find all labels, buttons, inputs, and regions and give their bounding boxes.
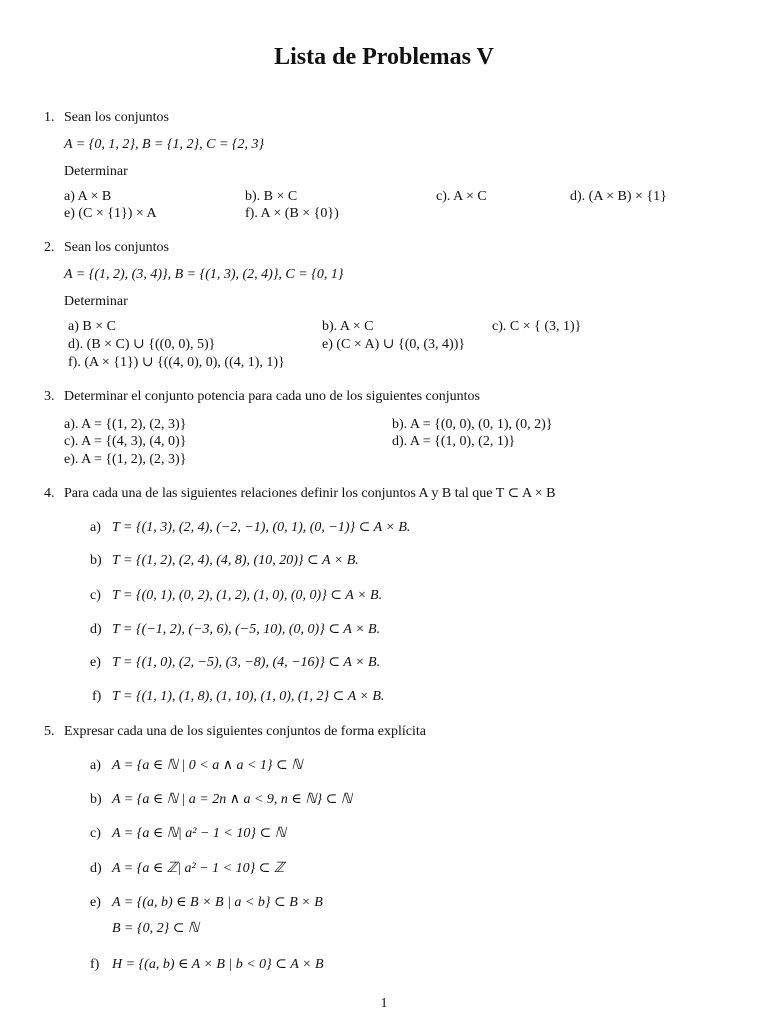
problem-5-item-f: H = {(a, b) ∈ A × B | b < 0} ⊂ A × B: [112, 957, 324, 972]
problem-4-intro: Para cada una de las siguientes relaciones definir los conjuntos A y B tal que T ⊂ A × B: [64, 486, 556, 501]
problem-5-item-a-label: a): [90, 758, 101, 773]
problem-5-item-d-label: d): [90, 861, 102, 876]
problem-5-item-c: A = {a ∈ ℕ| a² − 1 < 10} ⊂ ℕ: [112, 826, 286, 841]
problem-1-item-f: f). A × (B × {0}): [245, 206, 339, 221]
problem-4-number: 4.: [44, 486, 55, 501]
problem-4-item-d: T = {(−1, 2), (−3, 6), (−5, 10), (0, 0)} ⊂ A × B.: [112, 622, 381, 637]
problem-1-intro: Sean los conjuntos: [64, 110, 169, 125]
problem-1-determine: Determinar: [64, 164, 128, 179]
problem-4-item-e-label: e): [90, 655, 101, 670]
problem-5-item-e-extra: B = {0, 2} ⊂ ℕ: [112, 921, 200, 936]
problem-2-item-e: e) (C × A) ∪ {(0, (3, 4))}: [322, 337, 466, 352]
problem-1-item-d: d). (A × B) × {1}: [570, 189, 667, 204]
page-number: 1: [380, 996, 388, 1011]
problem-5-item-b: A = {a ∈ ℕ | a = 2n ∧ a < 9, n ∈ ℕ} ⊂ ℕ: [112, 792, 353, 807]
problem-5-item-f-label: f): [90, 957, 100, 972]
problem-5-number: 5.: [44, 724, 55, 739]
problem-3-item-e: e). A = {(1, 2), (2, 3)}: [64, 452, 187, 467]
problem-2-item-f: f). (A × {1}) ∪ {((4, 0), 0), ((4, 1), 1)}: [68, 355, 285, 370]
problem-4-item-e: T = {(1, 0), (2, −5), (3, −8), (4, −16)} ⊂ A × B.: [112, 655, 381, 670]
problem-1-item-c: c). A × C: [436, 189, 487, 204]
problem-2-sets: A = {(1, 2), (3, 4)}, B = {(1, 3), (2, 4)}, C = {0, 1}: [64, 267, 344, 282]
problem-4-item-c-label: c): [90, 588, 101, 603]
problem-2-intro: Sean los conjuntos: [64, 240, 169, 255]
problem-3-item-a: a). A = {(1, 2), (2, 3)}: [64, 417, 187, 432]
problem-3-intro: Determinar el conjunto potencia para cada uno de los siguientes conjuntos: [64, 389, 480, 404]
problem-5-item-c-label: c): [90, 826, 101, 841]
problem-1-item-e: e) (C × {1}) × A: [64, 206, 157, 221]
problem-2-item-b: b). A × C: [322, 319, 374, 334]
problem-1-item-b: b). B × C: [245, 189, 298, 204]
problem-3-item-d: d). A = {(1, 0), (2, 1)}: [392, 434, 516, 449]
problem-5-item-b-label: b): [90, 792, 102, 807]
problem-5-item-e: A = {(a, b) ∈ B × B | a < b} ⊂ B × B: [112, 895, 323, 910]
problem-5-item-a: A = {a ∈ ℕ | 0 < a ∧ a < 1} ⊂ ℕ: [112, 758, 303, 773]
problem-4-item-f: T = {(1, 1), (1, 8), (1, 10), (1, 0), (1, 2} ⊂ A × B.: [112, 689, 385, 704]
problem-4-item-f-label: f): [92, 689, 102, 704]
problem-5-item-d: A = {a ∈ ℤ| a² − 1 < 10} ⊂ ℤ: [112, 861, 285, 876]
problem-2-item-d: d). (B × C) ∪ {((0, 0), 5)}: [68, 337, 216, 352]
problem-1-sets: A = {0, 1, 2}, B = {1, 2}, C = {2, 3}: [64, 137, 265, 152]
problem-4-item-d-label: d): [90, 622, 102, 637]
page-title: Lista de Problemas V: [274, 44, 494, 70]
problem-2-item-a: a) B × C: [68, 319, 116, 334]
problem-5-item-e-label: e): [90, 895, 101, 910]
problem-4-item-c: T = {(0, 1), (0, 2), (1, 2), (1, 0), (0, 0)} ⊂ A × B.: [112, 588, 383, 603]
problem-3-number: 3.: [44, 389, 55, 404]
problem-1-number: 1.: [44, 110, 55, 125]
problem-1-item-a: a) A × B: [64, 189, 112, 204]
problem-3-item-c: c). A = {(4, 3), (4, 0)}: [64, 434, 187, 449]
problem-4-item-a: T = {(1, 3), (2, 4), (−2, −1), (0, 1), (0, −1)} ⊂ A × B.: [112, 520, 411, 535]
problem-2-number: 2.: [44, 240, 55, 255]
problem-4-item-a-label: a): [90, 520, 101, 535]
problem-2-item-c: c). C × { (3, 1)}: [492, 319, 582, 334]
problem-4-item-b: T = {(1, 2), (2, 4), (4, 8), (10, 20)} ⊂ A × B.: [112, 553, 359, 568]
problem-5-intro: Expresar cada una de los siguientes conjuntos de forma explícita: [64, 724, 426, 739]
problem-2-determine: Determinar: [64, 294, 128, 309]
problem-3-item-b: b). A = {(0, 0), (0, 1), (0, 2)}: [392, 417, 553, 432]
problem-4-item-b-label: b): [90, 553, 102, 568]
